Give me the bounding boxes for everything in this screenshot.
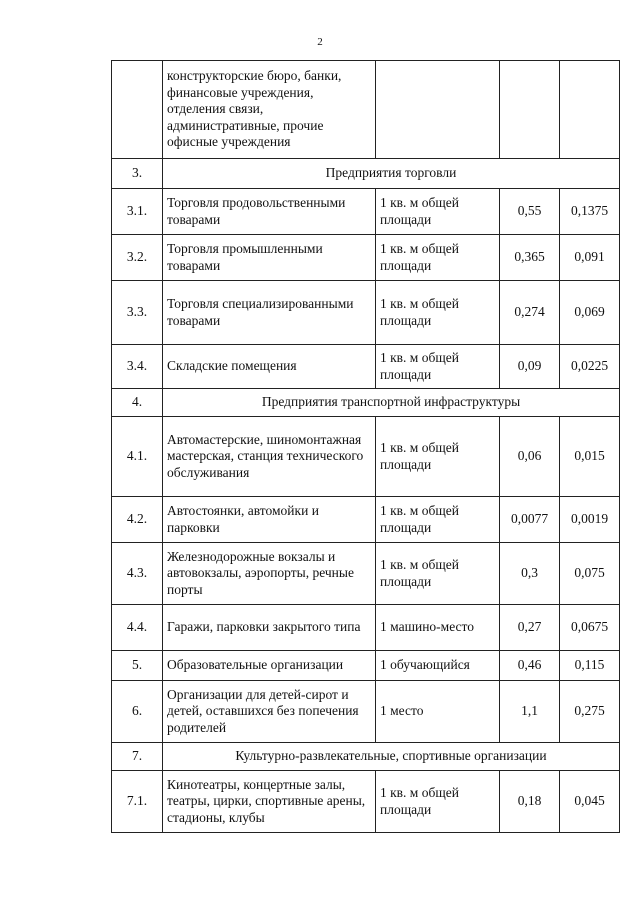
object-name: Железнодорожные вокзалы и автовокзалы, аэропорты, речные порты [163, 543, 376, 605]
row-number: 3. [112, 159, 163, 189]
value-cell: 0,0019 [560, 497, 620, 543]
object-name: Торговля продовольственными товарами [163, 189, 376, 235]
value-cell: 0,46 [500, 651, 560, 681]
row-number: 3.1. [112, 189, 163, 235]
unit-cell: 1 обучающийся [376, 651, 500, 681]
section-title: Предприятия транспортной инфраструктуры [163, 389, 620, 417]
object-name: Гаражи, парковки закрытого типа [163, 605, 376, 651]
value-cell: 0,365 [500, 235, 560, 281]
value-cell: 0,1375 [560, 189, 620, 235]
row-number: 7.1. [112, 771, 163, 833]
value-cell: 0,069 [560, 281, 620, 345]
table-row [112, 189, 620, 235]
object-name: Торговля промышленными товарами [163, 235, 376, 281]
unit-cell: 1 кв. м общей площади [376, 771, 500, 833]
row-number: 4.1. [112, 417, 163, 497]
table-row [112, 61, 620, 159]
table-row [112, 651, 620, 681]
section-row [112, 159, 620, 189]
unit-cell: 1 кв. м общей площади [376, 281, 500, 345]
row-number: 3.4. [112, 345, 163, 389]
row-number: 3.3. [112, 281, 163, 345]
page-number: 2 [317, 36, 323, 48]
value-cell [560, 61, 620, 159]
table-row [112, 281, 620, 345]
unit-cell: 1 кв. м общей площади [376, 417, 500, 497]
unit-cell: 1 кв. м общей площади [376, 345, 500, 389]
section-title: Культурно-развлекательные, спортивные организации [163, 743, 620, 771]
table-row [112, 497, 620, 543]
value-cell: 0,09 [500, 345, 560, 389]
row-number: 4. [112, 389, 163, 417]
row-number [112, 61, 163, 159]
value-cell: 0,075 [560, 543, 620, 605]
value-cell: 0,045 [560, 771, 620, 833]
unit-cell: 1 место [376, 681, 500, 743]
value-cell: 0,55 [500, 189, 560, 235]
row-number: 4.3. [112, 543, 163, 605]
value-cell: 0,091 [560, 235, 620, 281]
row-number: 6. [112, 681, 163, 743]
table-row [112, 345, 620, 389]
table-row [112, 417, 620, 497]
row-number: 3.2. [112, 235, 163, 281]
object-name: Автомастерские, шиномонтажная мастерская, станция технического обслуживания [163, 417, 376, 497]
row-number: 4.4. [112, 605, 163, 651]
object-name: конструкторские бюро, банки, финансовые учреждения, отделения связи, административные, прочие офисные учреждения [163, 61, 376, 159]
value-cell: 0,115 [560, 651, 620, 681]
unit-cell [376, 61, 500, 159]
value-cell: 0,18 [500, 771, 560, 833]
value-cell: 0,0675 [560, 605, 620, 651]
unit-cell: 1 машино-место [376, 605, 500, 651]
object-name: Складские помещения [163, 345, 376, 389]
object-name: Торговля специализированными товарами [163, 281, 376, 345]
row-number: 5. [112, 651, 163, 681]
section-row [112, 743, 620, 771]
value-cell [500, 61, 560, 159]
object-name: Кинотеатры, концертные залы, театры, цирки, спортивные арены, стадионы, клубы [163, 771, 376, 833]
value-cell: 0,274 [500, 281, 560, 345]
value-cell: 0,0225 [560, 345, 620, 389]
table-row [112, 771, 620, 833]
unit-cell: 1 кв. м общей площади [376, 497, 500, 543]
value-cell: 0,0077 [500, 497, 560, 543]
value-cell: 0,015 [560, 417, 620, 497]
table-row [112, 605, 620, 651]
table-row [112, 543, 620, 605]
table-row [112, 681, 620, 743]
unit-cell: 1 кв. м общей площади [376, 189, 500, 235]
object-name: Образовательные организации [163, 651, 376, 681]
value-cell: 0,27 [500, 605, 560, 651]
row-number: 4.2. [112, 497, 163, 543]
object-name: Автостоянки, автомойки и парковки [163, 497, 376, 543]
row-number: 7. [112, 743, 163, 771]
value-cell: 0,275 [560, 681, 620, 743]
table-row [112, 235, 620, 281]
unit-cell: 1 кв. м общей площади [376, 543, 500, 605]
unit-cell: 1 кв. м общей площади [376, 235, 500, 281]
section-title: Предприятия торговли [163, 159, 620, 189]
value-cell: 1,1 [500, 681, 560, 743]
value-cell: 0,3 [500, 543, 560, 605]
norms-table [111, 60, 620, 833]
value-cell: 0,06 [500, 417, 560, 497]
object-name: Организации для детей-сирот и детей, оставшихся без попечения родителей [163, 681, 376, 743]
section-row [112, 389, 620, 417]
